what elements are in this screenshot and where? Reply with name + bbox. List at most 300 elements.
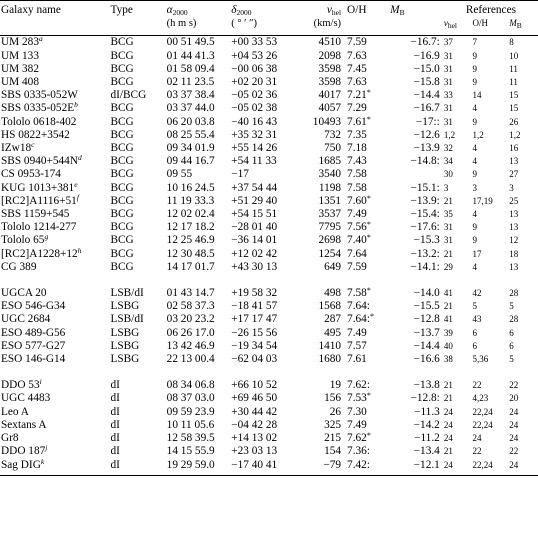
galaxy-type: dI (110, 432, 120, 445)
dec-value: +14 13 02 (231, 432, 278, 445)
galaxy-name: $[RC2]A1228+12^h$ (1, 245, 82, 260)
vhel-value: 287 (324, 313, 342, 326)
ref-mb-value: 13 (509, 261, 519, 272)
oh-star-mark: * (366, 233, 371, 243)
vhel-value: 325 (324, 418, 342, 431)
header-galaxy-name: Galaxy name (1, 4, 61, 16)
oh-value: 7.63 (347, 76, 367, 89)
vhel-value: 3598 (318, 76, 342, 89)
ref-vhel-value: 31 (443, 50, 453, 61)
table-bottom-rule (0, 472, 538, 476)
dec-value: +02 20 31 (231, 76, 278, 89)
vhel-value: 1254 (318, 247, 342, 260)
ref-vhel-value: 31 (443, 103, 453, 114)
header-ref-vhel: $v_{hel}$ (443, 18, 457, 31)
galaxy-name: Leo A (1, 405, 29, 418)
oh-value: 7.57 (347, 339, 367, 352)
mb-value: −12.1 (413, 458, 440, 471)
ref-oh-value: 5,36 (472, 354, 489, 365)
header-ref-oh: O/H (472, 18, 489, 29)
dec-value: +69 46 50 (231, 392, 278, 405)
galaxy-name: UGC 2684 (1, 313, 51, 326)
vhel-value: 19 (329, 379, 342, 392)
ra-value: 12 25 46.9 (166, 234, 215, 247)
ra-value: 14 17 01.7 (166, 260, 215, 273)
footnote-mark: d (78, 153, 82, 163)
oh-value: 7.35 (347, 128, 367, 141)
ref-oh-value: 22,24 (472, 419, 493, 430)
ref-mb-value: 15 (509, 90, 519, 101)
mb-value: −13.4 (413, 445, 440, 458)
vhel-value: 1685 (318, 155, 342, 168)
galaxy-name: CG 389 (1, 260, 37, 273)
mb-value: −13.9: (410, 194, 440, 207)
dec-value: +43 30 13 (231, 260, 278, 273)
ref-mb-value: 5 (509, 354, 514, 365)
ref-mb-value: 6 (509, 340, 514, 351)
ref-oh-value: 1,2 (472, 129, 484, 140)
mb-value: −14.8: (410, 155, 440, 168)
ra-value: 14 15 55.9 (166, 445, 215, 458)
ref-vhel-value: 31 (443, 235, 453, 246)
galaxy-type: BCG (110, 142, 134, 155)
vhel-value: 498 (324, 287, 342, 300)
footnote-mark: a (38, 34, 43, 44)
ref-oh-value: 43 (472, 314, 482, 325)
galaxy-type: BCG (110, 208, 134, 221)
ref-mb-value: 15 (509, 103, 519, 114)
ref-mb-value: 12 (509, 235, 519, 246)
galaxy-name: Sextans A (1, 418, 47, 431)
galaxy-name: CS 0953-174 (1, 168, 61, 181)
vhel-value: 1680 (318, 353, 342, 366)
ra-value: 10 16 24.5 (166, 181, 215, 194)
galaxy-type: LSBG (110, 326, 140, 339)
ra-value: 09 55 (166, 168, 193, 181)
mb-value: −15.0 (413, 62, 440, 75)
vhel-value: 4510 (318, 36, 342, 49)
galaxy-type: LSBG (110, 300, 140, 313)
ref-vhel-value: 21 (443, 393, 453, 404)
ref-vhel-value: 29 (443, 261, 453, 272)
table-row (0, 313, 538, 326)
ref-mb-value: 24 (509, 419, 519, 430)
ref-mb-value: 10 (509, 50, 519, 61)
table-row (0, 406, 538, 419)
ref-mb-value: 13 (509, 222, 519, 233)
ra-value: 09 34 01.9 (166, 142, 215, 155)
galaxy-name: SBS $0940+544N^d$ (1, 153, 82, 168)
galaxy-name: $[RC2]A1116+51^f$ (1, 192, 79, 207)
ref-vhel-value: 38 (443, 354, 453, 365)
dec-value: −19 34 54 (231, 339, 278, 352)
ra-value: 12 58 39.5 (166, 432, 215, 445)
ref-vhel-value: 24 (443, 419, 453, 430)
table-row (0, 459, 538, 472)
oh-value: 7.42: (347, 458, 370, 471)
ref-mb-value: 20 (509, 393, 519, 404)
ref-oh-value: 9 (472, 169, 478, 180)
dec-value: +23 03 13 (231, 445, 278, 458)
ref-oh-value: 9 (472, 116, 478, 127)
ref-vhel-value: 31 (443, 63, 453, 74)
header-vhel-units: (km/s) (313, 18, 342, 30)
ref-oh-value: 22,24 (472, 459, 493, 470)
oh-value: 7.30 (347, 405, 367, 418)
mb-value: −13.7 (413, 326, 440, 339)
mb-value: −14.0 (413, 287, 440, 300)
ref-oh-value: 9 (472, 77, 478, 88)
ref-oh-value: 4 (472, 156, 478, 167)
galaxy-name: UM 408 (1, 76, 39, 89)
footnote-mark: j (45, 443, 48, 453)
oh-value: 7.49 (347, 208, 367, 221)
dec-value: −17 (231, 168, 249, 181)
galaxy-name: UM 283$^a$ (1, 34, 43, 49)
header-ra: $\alpha_{2000}$ (166, 4, 188, 17)
header-type: Type (110, 4, 133, 16)
vhel-value: 3598 (318, 62, 342, 75)
footnote-mark: h (77, 245, 82, 255)
galaxy-type: BCG (110, 260, 134, 273)
dec-value: +54 15 51 (231, 208, 278, 221)
mb-value: −16.9 (413, 49, 440, 62)
galaxy-type: LSBG (110, 353, 140, 366)
table-row (0, 89, 538, 102)
table-row (0, 102, 538, 115)
table-row (0, 155, 538, 168)
galaxy-type: LSB/dI (110, 287, 144, 300)
ref-oh-value: 22 (472, 380, 482, 391)
mb-value: −16.7: (410, 36, 440, 49)
galaxy-name: SBS 0335-052W (1, 89, 78, 102)
galaxy-type: BCG (110, 168, 134, 181)
table-row (0, 261, 538, 274)
oh-value: 7.64 (347, 247, 367, 260)
footnote-mark: g (44, 232, 49, 242)
ref-mb-value: 24 (509, 406, 519, 417)
dec-value: +37 54 44 (231, 181, 278, 194)
vhel-value: 4057 (318, 102, 342, 115)
dec-value: +04 53 26 (231, 49, 278, 62)
ref-mb-value: 13 (509, 209, 519, 220)
ref-mb-value: 18 (509, 248, 519, 259)
oh-value: 7.49 (347, 418, 367, 431)
ref-vhel-value: 21 (443, 301, 453, 312)
ref-vhel-value: 1,2 (443, 129, 456, 140)
ref-vhel-value: 39 (443, 327, 453, 338)
galaxy-type: dI (110, 458, 120, 471)
ref-oh-value: 22,24 (472, 406, 493, 417)
ref-oh-value: 4,23 (472, 393, 489, 404)
oh-value: 7.61 (347, 353, 367, 366)
oh-value: 7.45 (347, 62, 367, 75)
table-row (0, 353, 538, 366)
ref-oh-value: 24 (472, 433, 482, 444)
oh-value: 7.62: (347, 379, 370, 392)
ref-vhel-value: 31 (443, 116, 453, 127)
mb-value: −14.4 (413, 89, 440, 102)
ra-value: 01 43 14.7 (166, 287, 215, 300)
dec-value: +51 29 40 (231, 194, 278, 207)
galaxy-name: ESO 577-G27 (1, 339, 66, 352)
dec-value: +30 44 42 (231, 405, 278, 418)
ra-value: 10 11 05.6 (166, 418, 215, 431)
vhel-value: 2698 (318, 234, 342, 247)
ref-oh-value: 17 (472, 248, 482, 259)
footnote-mark: c (31, 140, 35, 150)
galaxy-name: UM 382 (1, 62, 39, 75)
dec-value: −26 15 56 (231, 326, 278, 339)
header-references: References (465, 4, 516, 16)
ref-vhel-value: 31 (443, 222, 453, 233)
oh-value: 7.62* (347, 431, 371, 445)
mb-value: −13.9 (413, 142, 440, 155)
ref-vhel-value: 3 (443, 182, 449, 193)
mb-value: −14.1: (410, 260, 440, 273)
header-row (0, 1, 538, 18)
galaxy-name: DDO 187$^j$ (1, 443, 48, 458)
galaxy-type: BCG (110, 62, 134, 75)
ra-value: 19 29 59.0 (166, 458, 215, 471)
ref-vhel-value: 24 (443, 406, 453, 417)
vhel-value: 215 (324, 432, 342, 445)
header-vhel: $v_{hel}$ (326, 4, 342, 17)
ra-value: 12 17 18.2 (166, 221, 215, 234)
galaxy-type: BCG (110, 49, 134, 62)
ref-oh-value: 9 (472, 63, 478, 74)
mb-value: −15.8 (413, 76, 440, 89)
oh-value: 7.60* (347, 193, 371, 207)
ref-oh-value: 5 (472, 301, 478, 312)
vhel-value: 10493 (312, 115, 342, 128)
ra-value: 01 58 09.4 (166, 62, 215, 75)
table-row (0, 182, 538, 195)
oh-value: 7.49 (347, 326, 367, 339)
oh-value: 7.43 (347, 155, 367, 168)
mb-value: −13.2: (410, 247, 440, 260)
vhel-value: −79 (323, 458, 342, 471)
vhel-value: 7795 (318, 221, 342, 234)
oh-value: 7.18 (347, 142, 367, 155)
dec-value: +35 32 31 (231, 128, 278, 141)
mb-value: −12.6 (413, 128, 440, 141)
vhel-value: 1568 (318, 300, 342, 313)
table-row (0, 221, 538, 234)
oh-value: 7.40* (347, 233, 371, 247)
ref-mb-value: 3 (509, 182, 514, 193)
table-row (0, 300, 538, 313)
oh-value: 7.58 (347, 181, 367, 194)
oh-star-mark: * (366, 88, 371, 98)
galaxy-type: LSBG (110, 339, 140, 352)
ra-value: 09 44 16.7 (166, 155, 215, 168)
mb-value: −15.1: (410, 181, 440, 194)
ref-mb-value: 22 (509, 446, 519, 457)
ra-value: 09 59 23.9 (166, 405, 215, 418)
ra-value: 08 34 06.8 (166, 379, 215, 392)
ref-mb-value: 5 (509, 301, 514, 312)
oh-star-mark: * (366, 286, 371, 296)
galaxy-name: SBS $0335-052E^b$ (1, 100, 78, 115)
table-row (0, 195, 538, 208)
footnote-mark: i (39, 377, 42, 387)
vhel-value: 4017 (318, 89, 342, 102)
dec-value: +55 14 26 (231, 142, 278, 155)
vhel-value: 2098 (318, 49, 342, 62)
dec-value: −62 04 03 (231, 353, 278, 366)
vhel-value: 3537 (318, 208, 342, 221)
galaxy-name: ESO 146-G14 (1, 353, 66, 366)
table-row (0, 116, 538, 129)
table-row (0, 445, 538, 458)
oh-star-mark: * (366, 391, 371, 401)
ref-mb-value: 27 (509, 169, 519, 180)
dec-value: +54 11 33 (231, 155, 277, 168)
ref-oh-value: 9 (472, 222, 478, 233)
dec-value: −00 06 38 (231, 62, 278, 75)
ref-oh-value: 17,19 (472, 195, 493, 206)
header-oh: O/H (347, 4, 367, 16)
vhel-value: 156 (324, 392, 342, 405)
mb-value: −17.6: (410, 221, 440, 234)
ref-vhel-value: 31 (443, 77, 453, 88)
ra-value: 02 11 23.5 (166, 76, 215, 89)
footnote-mark: b (74, 100, 78, 110)
ref-mb-value: 26 (509, 116, 519, 127)
ref-oh-value: 14 (472, 90, 482, 101)
galaxy-type: dI/BCG (110, 89, 147, 102)
galaxy-name: Tololo 0618-402 (1, 115, 77, 128)
ref-mb-value: 11 (509, 63, 518, 74)
ra-value: 08 37 03.0 (166, 392, 215, 405)
group-separator (0, 366, 538, 379)
dec-value: −36 14 01 (231, 234, 278, 247)
galaxy-name: ESO 546-G34 (1, 300, 66, 313)
mb-value: −15.5 (413, 300, 440, 313)
ref-oh-value: 4 (472, 261, 478, 272)
dec-value: −18 41 57 (231, 300, 278, 313)
oh-value: 7.58 (347, 168, 367, 181)
header-ref-mb: $M_B$ (509, 18, 522, 31)
table-row (0, 36, 538, 50)
table-row (0, 129, 538, 142)
oh-star-mark: * (366, 114, 371, 124)
ra-value: 08 25 55.4 (166, 128, 215, 141)
galaxy-name: ESO 489-G56 (1, 326, 66, 339)
ref-mb-value: 24 (509, 459, 519, 470)
galaxy-type: BCG (110, 76, 134, 89)
mb-value: −11.2 (414, 432, 440, 445)
header-dec: $\delta_{2000}$ (231, 4, 252, 17)
group-separator (0, 274, 538, 287)
table-row (0, 50, 538, 63)
ref-vhel-value: 24 (443, 433, 453, 444)
footnote-mark: e (74, 179, 78, 189)
ra-value: 06 20 03.8 (166, 115, 215, 128)
galaxy-name: SBS 1159+545 (1, 208, 70, 221)
oh-value: 7.21* (347, 88, 371, 102)
galaxy-type: dI (110, 445, 120, 458)
galaxy-name: Tololo 65$^g$ (1, 232, 49, 247)
galaxy-type: BCG (110, 194, 134, 207)
table-body (0, 36, 538, 475)
oh-value: 7.61* (347, 114, 371, 128)
footnote-mark: f (76, 192, 79, 202)
ra-value: 11 19 33.3 (166, 194, 215, 207)
vhel-value: 750 (324, 142, 342, 155)
ref-mb-value: 6 (509, 327, 514, 338)
ref-mb-value: 16 (509, 143, 519, 154)
table-row (0, 419, 538, 432)
table-row (0, 63, 538, 76)
ref-vhel-value: 21 (443, 446, 453, 457)
mb-value: −11.3 (414, 405, 440, 418)
galaxy-name: UM 133 (1, 49, 39, 62)
galaxy-type: dI (110, 392, 120, 405)
ref-mb-value: 28 (509, 314, 519, 325)
galaxy-type: dI (110, 418, 120, 431)
ref-oh-value: 4 (472, 103, 478, 114)
ra-value: 06 26 17.0 (166, 326, 215, 339)
galaxy-name: HS 0822+3542 (1, 128, 70, 141)
ref-vhel-value: 33 (443, 90, 453, 101)
ref-vhel-value: 41 (443, 314, 453, 325)
vhel-value: 1198 (318, 181, 342, 194)
mb-value: −16.7 (413, 102, 440, 115)
table-row (0, 287, 538, 300)
galaxy-name: Sag DIG$^k$ (1, 456, 45, 471)
dec-value: +66 10 52 (231, 379, 278, 392)
header-dec-units: ( ° ′ ″) (231, 18, 257, 30)
ref-oh-value: 4 (472, 143, 478, 154)
ref-oh-value: 4 (472, 209, 478, 220)
oh-value: 7.64: (347, 300, 370, 313)
table-row (0, 379, 538, 392)
ra-value: 12 02 02.4 (166, 208, 215, 221)
ref-mb-value: 22 (509, 380, 519, 391)
vhel-value: 3540 (318, 168, 342, 181)
dec-value: −05 02 36 (231, 89, 278, 102)
ref-mb-value: 28 (509, 288, 519, 299)
mb-value: −14.2 (413, 418, 440, 431)
header-mb: $M_B$ (390, 4, 405, 17)
dec-value: −28 01 40 (231, 221, 278, 234)
mb-value: −12.8: (410, 392, 440, 405)
galaxy-type: BCG (110, 36, 134, 49)
header-ra-units: (h m s) (166, 18, 197, 30)
ref-vhel-value: 41 (443, 288, 453, 299)
oh-star-mark: * (366, 193, 371, 203)
galaxy-type: LSB/dI (110, 313, 144, 326)
oh-value: 7.63 (347, 49, 367, 62)
ra-value: 13 42 46.9 (166, 339, 215, 352)
dec-value: −40 16 43 (231, 115, 278, 128)
oh-star-mark: * (366, 220, 371, 230)
dec-value: −17 40 41 (231, 458, 278, 471)
galaxy-name: IZw18$^c$ (1, 140, 35, 155)
table-row (0, 168, 538, 181)
galaxy-name: UGC 4483 (1, 392, 51, 405)
galaxy-type: dI (110, 379, 120, 392)
oh-value: 7.64:* (347, 312, 374, 326)
ref-oh-value: 6 (472, 340, 478, 351)
ref-oh-value: 6 (472, 327, 478, 338)
mb-value: −16.6 (413, 353, 440, 366)
ref-oh-value: 22 (472, 446, 482, 457)
table-row (0, 327, 538, 340)
ref-mb-value: 11 (509, 77, 518, 88)
